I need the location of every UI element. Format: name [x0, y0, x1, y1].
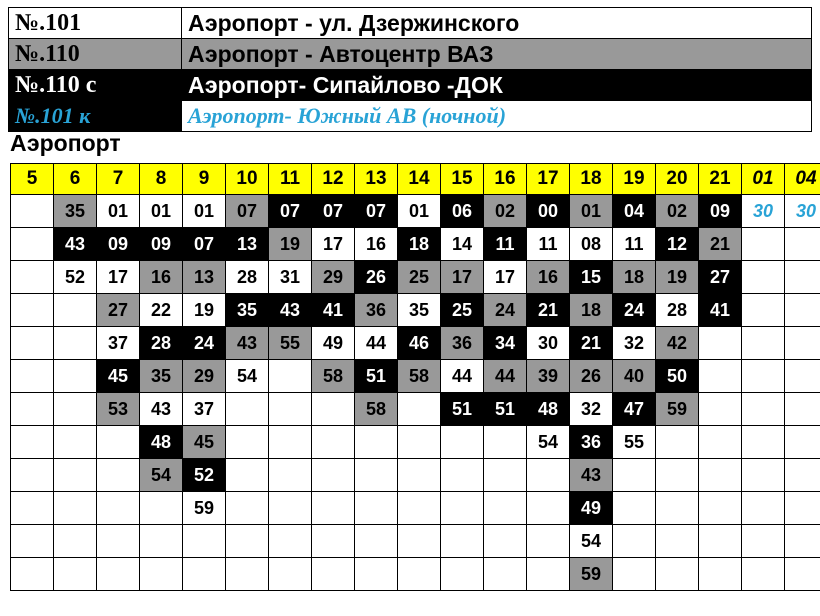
route-number: №.110	[9, 39, 182, 70]
empty-cell	[785, 525, 820, 558]
departure-minute: 35	[54, 195, 97, 228]
empty-cell	[398, 492, 441, 525]
departure-minute: 15	[570, 261, 613, 294]
departure-minute: 22	[140, 294, 183, 327]
empty-cell	[97, 426, 140, 459]
hour-header: 16	[484, 164, 527, 195]
hour-header-row	[11, 164, 820, 195]
departure-minute: 27	[699, 261, 742, 294]
departure-minute: 36	[355, 294, 398, 327]
departure-minute: 07	[312, 195, 355, 228]
schedule-row	[11, 228, 820, 261]
empty-cell	[183, 525, 226, 558]
departure-minute: 29	[183, 360, 226, 393]
departure-minute: 27	[97, 294, 140, 327]
departure-minute: 04	[613, 195, 656, 228]
departure-minute: 59	[656, 393, 699, 426]
route-name: Аэропорт - Автоцентр ВАЗ	[182, 39, 812, 70]
empty-cell	[54, 558, 97, 591]
schedule-table	[10, 163, 820, 591]
empty-cell	[699, 558, 742, 591]
empty-cell	[269, 393, 312, 426]
departure-minute: 41	[312, 294, 355, 327]
empty-cell	[699, 459, 742, 492]
departure-minute: 02	[656, 195, 699, 228]
departure-minute: 35	[140, 360, 183, 393]
empty-cell	[785, 393, 820, 426]
empty-cell	[269, 558, 312, 591]
departure-minute: 09	[97, 228, 140, 261]
empty-cell	[97, 558, 140, 591]
empty-cell	[527, 558, 570, 591]
empty-cell	[742, 525, 785, 558]
empty-cell	[140, 492, 183, 525]
schedule-row	[11, 327, 820, 360]
empty-cell	[742, 459, 785, 492]
departure-minute: 07	[226, 195, 269, 228]
hour-header: 15	[441, 164, 484, 195]
departure-minute: 41	[699, 294, 742, 327]
empty-cell	[484, 426, 527, 459]
departure-minute: 47	[613, 393, 656, 426]
hour-header: 12	[312, 164, 355, 195]
empty-cell	[441, 525, 484, 558]
empty-cell	[398, 558, 441, 591]
departure-minute: 40	[613, 360, 656, 393]
empty-cell	[742, 426, 785, 459]
empty-cell	[613, 492, 656, 525]
departure-minute: 13	[183, 261, 226, 294]
departure-minute: 32	[570, 393, 613, 426]
empty-cell	[742, 294, 785, 327]
empty-cell	[54, 426, 97, 459]
empty-cell	[398, 525, 441, 558]
empty-cell	[140, 525, 183, 558]
hour-header: 6	[54, 164, 97, 195]
empty-cell	[312, 393, 355, 426]
empty-cell	[527, 525, 570, 558]
empty-cell	[785, 492, 820, 525]
departure-minute: 30	[785, 195, 820, 228]
departure-minute: 09	[699, 195, 742, 228]
departure-minute: 49	[570, 492, 613, 525]
departure-minute: 52	[54, 261, 97, 294]
departure-minute: 29	[312, 261, 355, 294]
empty-cell	[656, 492, 699, 525]
empty-cell	[785, 261, 820, 294]
empty-cell	[785, 360, 820, 393]
route-number: №.101	[9, 8, 182, 39]
schedule-row	[11, 261, 820, 294]
empty-cell	[785, 228, 820, 261]
empty-cell	[97, 525, 140, 558]
empty-cell	[269, 525, 312, 558]
departure-minute: 21	[699, 228, 742, 261]
empty-cell	[226, 393, 269, 426]
departure-minute: 17	[441, 261, 484, 294]
departure-minute: 12	[656, 228, 699, 261]
departure-minute: 19	[183, 294, 226, 327]
empty-cell	[226, 558, 269, 591]
empty-cell	[269, 360, 312, 393]
empty-cell	[312, 558, 355, 591]
empty-cell	[785, 426, 820, 459]
stop-title: Аэропорт	[10, 130, 121, 156]
empty-cell	[742, 261, 785, 294]
empty-cell	[785, 327, 820, 360]
departure-minute: 45	[97, 360, 140, 393]
departure-minute: 50	[656, 360, 699, 393]
empty-cell	[441, 492, 484, 525]
empty-cell	[11, 558, 54, 591]
empty-cell	[398, 459, 441, 492]
empty-cell	[699, 426, 742, 459]
departure-minute: 55	[269, 327, 312, 360]
departure-minute: 25	[441, 294, 484, 327]
departure-minute: 44	[355, 327, 398, 360]
empty-cell	[355, 459, 398, 492]
departure-minute: 14	[441, 228, 484, 261]
departure-minute: 39	[527, 360, 570, 393]
departure-minute: 01	[140, 195, 183, 228]
empty-cell	[785, 294, 820, 327]
departure-minute: 35	[226, 294, 269, 327]
empty-cell	[656, 525, 699, 558]
schedule-row	[11, 195, 820, 228]
schedule-row	[11, 426, 820, 459]
route-legend-row	[9, 101, 812, 132]
empty-cell	[11, 459, 54, 492]
hour-header: 14	[398, 164, 441, 195]
departure-minute: 34	[484, 327, 527, 360]
departure-minute: 58	[398, 360, 441, 393]
departure-minute: 54	[570, 525, 613, 558]
empty-cell	[527, 492, 570, 525]
departure-minute: 37	[183, 393, 226, 426]
departure-minute: 32	[613, 327, 656, 360]
departure-minute: 01	[570, 195, 613, 228]
departure-minute: 11	[527, 228, 570, 261]
departure-minute: 28	[226, 261, 269, 294]
departure-minute: 54	[226, 360, 269, 393]
hour-header: 19	[613, 164, 656, 195]
empty-cell	[226, 426, 269, 459]
departure-minute: 18	[398, 228, 441, 261]
departure-minute: 45	[183, 426, 226, 459]
empty-cell	[613, 525, 656, 558]
departure-minute: 07	[269, 195, 312, 228]
route-name: Аэропорт- Сипайлово -ДОК	[182, 70, 812, 101]
hour-header: 01	[742, 164, 785, 195]
schedule-row	[11, 525, 820, 558]
empty-cell	[484, 492, 527, 525]
empty-cell	[312, 492, 355, 525]
departure-minute: 07	[183, 228, 226, 261]
departure-minute: 01	[97, 195, 140, 228]
empty-cell	[398, 393, 441, 426]
empty-cell	[699, 492, 742, 525]
empty-cell	[484, 558, 527, 591]
empty-cell	[355, 492, 398, 525]
empty-cell	[742, 393, 785, 426]
route-legend-row	[9, 39, 812, 70]
schedule-row	[11, 492, 820, 525]
empty-cell	[226, 492, 269, 525]
empty-cell	[11, 525, 54, 558]
empty-cell	[97, 492, 140, 525]
schedule-row	[11, 558, 820, 591]
empty-cell	[785, 558, 820, 591]
departure-minute: 51	[355, 360, 398, 393]
empty-cell	[742, 327, 785, 360]
departure-minute: 01	[398, 195, 441, 228]
empty-cell	[527, 459, 570, 492]
departure-minute: 19	[269, 228, 312, 261]
empty-cell	[484, 459, 527, 492]
departure-minute: 21	[527, 294, 570, 327]
empty-cell	[11, 327, 54, 360]
empty-cell	[355, 558, 398, 591]
empty-cell	[699, 393, 742, 426]
hour-header: 13	[355, 164, 398, 195]
empty-cell	[441, 426, 484, 459]
empty-cell	[742, 492, 785, 525]
departure-minute: 37	[97, 327, 140, 360]
hour-header: 9	[183, 164, 226, 195]
departure-minute: 17	[484, 261, 527, 294]
empty-cell	[54, 525, 97, 558]
departure-minute: 30	[742, 195, 785, 228]
empty-cell	[269, 459, 312, 492]
empty-cell	[742, 360, 785, 393]
departure-minute: 00	[527, 195, 570, 228]
departure-minute: 18	[570, 294, 613, 327]
empty-cell	[269, 492, 312, 525]
departure-minute: 17	[312, 228, 355, 261]
departure-minute: 16	[527, 261, 570, 294]
departure-minute: 19	[656, 261, 699, 294]
empty-cell	[11, 261, 54, 294]
empty-cell	[656, 558, 699, 591]
empty-cell	[355, 525, 398, 558]
departure-minute: 31	[269, 261, 312, 294]
empty-cell	[11, 195, 54, 228]
departure-minute: 28	[656, 294, 699, 327]
departure-minute: 43	[226, 327, 269, 360]
departure-minute: 58	[312, 360, 355, 393]
empty-cell	[312, 459, 355, 492]
departure-minute: 54	[527, 426, 570, 459]
departure-minute: 36	[441, 327, 484, 360]
departure-minute: 18	[613, 261, 656, 294]
empty-cell	[269, 426, 312, 459]
empty-cell	[699, 327, 742, 360]
departure-minute: 54	[140, 459, 183, 492]
departure-minute: 17	[97, 261, 140, 294]
empty-cell	[54, 459, 97, 492]
schedule-row	[11, 393, 820, 426]
empty-cell	[11, 393, 54, 426]
departure-minute: 59	[183, 492, 226, 525]
hour-header: 11	[269, 164, 312, 195]
departure-minute: 43	[570, 459, 613, 492]
schedule-row	[11, 459, 820, 492]
hour-header: 5	[11, 164, 54, 195]
empty-cell	[484, 525, 527, 558]
empty-cell	[54, 327, 97, 360]
departure-minute: 13	[226, 228, 269, 261]
departure-minute: 08	[570, 228, 613, 261]
empty-cell	[226, 525, 269, 558]
departure-minute: 01	[183, 195, 226, 228]
empty-cell	[11, 426, 54, 459]
departure-minute: 21	[570, 327, 613, 360]
hour-header: 10	[226, 164, 269, 195]
hour-header: 04	[785, 164, 820, 195]
departure-minute: 44	[484, 360, 527, 393]
departure-minute: 53	[97, 393, 140, 426]
empty-cell	[312, 426, 355, 459]
departure-minute: 02	[484, 195, 527, 228]
route-name: Аэропорт - ул. Дзержинского	[182, 8, 812, 39]
empty-cell	[11, 492, 54, 525]
empty-cell	[785, 459, 820, 492]
empty-cell	[11, 294, 54, 327]
departure-minute: 24	[613, 294, 656, 327]
empty-cell	[54, 393, 97, 426]
schedule-row	[11, 294, 820, 327]
empty-cell	[11, 228, 54, 261]
hour-header: 7	[97, 164, 140, 195]
departure-minute: 30	[527, 327, 570, 360]
departure-minute: 43	[140, 393, 183, 426]
departure-minute: 16	[140, 261, 183, 294]
departure-minute: 49	[312, 327, 355, 360]
departure-minute: 25	[398, 261, 441, 294]
empty-cell	[656, 459, 699, 492]
departure-minute: 28	[140, 327, 183, 360]
departure-minute: 43	[269, 294, 312, 327]
departure-minute: 36	[570, 426, 613, 459]
empty-cell	[742, 228, 785, 261]
schedule-row	[11, 360, 820, 393]
route-legend-row	[9, 70, 812, 101]
empty-cell	[699, 360, 742, 393]
empty-cell	[54, 492, 97, 525]
empty-cell	[312, 525, 355, 558]
hour-header: 20	[656, 164, 699, 195]
empty-cell	[742, 558, 785, 591]
empty-cell	[398, 426, 441, 459]
departure-minute: 46	[398, 327, 441, 360]
departure-minute: 09	[140, 228, 183, 261]
departure-minute: 43	[54, 228, 97, 261]
empty-cell	[613, 558, 656, 591]
departure-minute: 42	[656, 327, 699, 360]
empty-cell	[699, 525, 742, 558]
departure-minute: 51	[484, 393, 527, 426]
empty-cell	[441, 558, 484, 591]
departure-minute: 48	[527, 393, 570, 426]
empty-cell	[613, 459, 656, 492]
departure-minute: 07	[355, 195, 398, 228]
empty-cell	[54, 360, 97, 393]
departure-minute: 59	[570, 558, 613, 591]
empty-cell	[140, 558, 183, 591]
empty-cell	[11, 360, 54, 393]
departure-minute: 11	[484, 228, 527, 261]
hour-header: 17	[527, 164, 570, 195]
departure-minute: 06	[441, 195, 484, 228]
empty-cell	[355, 426, 398, 459]
departure-minute: 51	[441, 393, 484, 426]
empty-cell	[226, 459, 269, 492]
departure-minute: 52	[183, 459, 226, 492]
departure-minute: 11	[613, 228, 656, 261]
departure-minute: 26	[355, 261, 398, 294]
empty-cell	[54, 294, 97, 327]
empty-cell	[656, 426, 699, 459]
route-number: №.101 к	[9, 101, 182, 132]
departure-minute: 16	[355, 228, 398, 261]
route-number: №.110 с	[9, 70, 182, 101]
empty-cell	[441, 459, 484, 492]
departure-minute: 26	[570, 360, 613, 393]
empty-cell	[183, 558, 226, 591]
departure-minute: 24	[484, 294, 527, 327]
departure-minute: 58	[355, 393, 398, 426]
departure-minute: 44	[441, 360, 484, 393]
route-name: Аэропорт- Южный АВ (ночной)	[182, 101, 812, 132]
hour-header: 18	[570, 164, 613, 195]
hour-header: 21	[699, 164, 742, 195]
empty-cell	[97, 459, 140, 492]
departure-minute: 55	[613, 426, 656, 459]
route-legend-row	[9, 8, 812, 39]
departure-minute: 35	[398, 294, 441, 327]
departure-minute: 48	[140, 426, 183, 459]
hour-header: 8	[140, 164, 183, 195]
route-legend	[8, 7, 812, 132]
departure-minute: 24	[183, 327, 226, 360]
